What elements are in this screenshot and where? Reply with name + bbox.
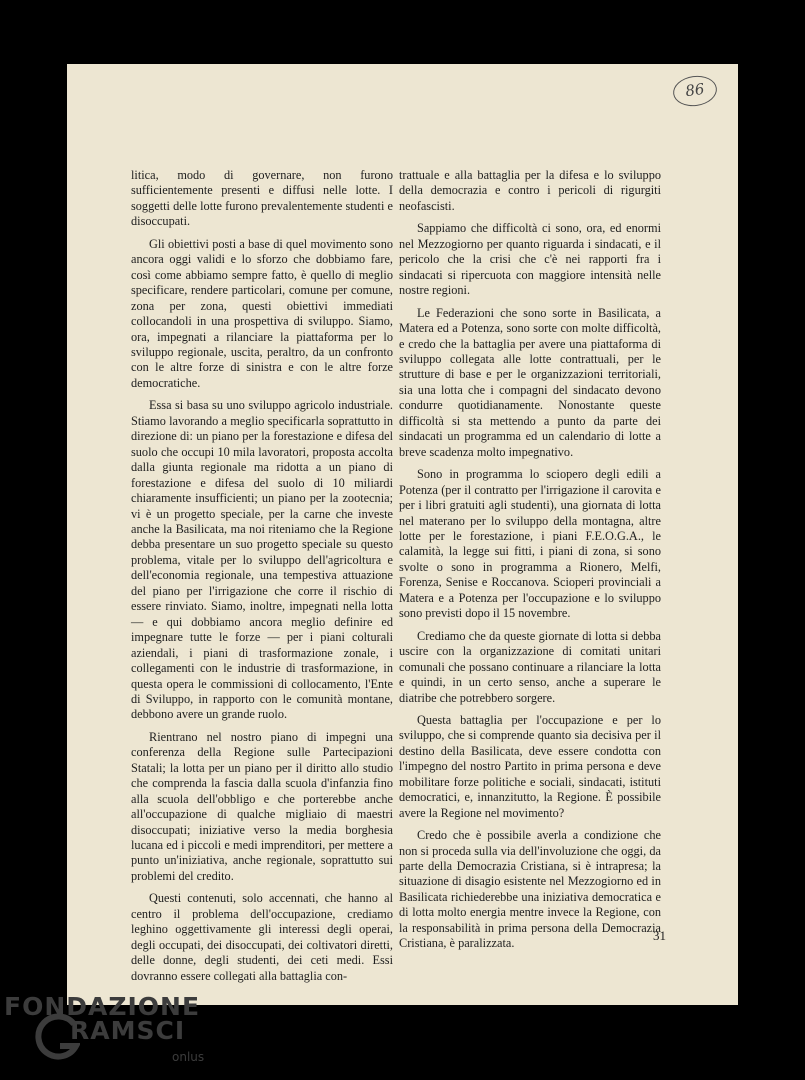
paragraph: Crediamo che da queste giornate di lotta si debba uscire con la organizzazione di comitati unitari comunali che possano continuare a rilanciare la lotta e quindi, in un certo senso, anche a superare le diatribe che potrebbero sorgere. [399,628,661,705]
paragraph: Essa si basa su uno sviluppo agricolo industriale. Stiamo lavorando a meglio specificarla soprattutto in direzione di: un piano per la forestazione e difesa del suolo che occupi 10 mila lavoratori, proposta accolta dalla giunta regionale ma ridotta a un piano di forestazione e difesa del suolo di 10 miliardi chiaramente insufficienti; un piano per la zootecnia; vi è un progetto speciale, per la carne che investe anche la Basilicata, ma noi riteniamo che la Regione debba presentare un suo progetto speciale su questo problema, vitale per lo sviluppo dell'agricoltura e dell'economia regionale, una tempestiva attuazione del piano per l'irrigazione che corre il rischio di essere rinviato. Siamo, inoltre, impegnati nella lotta — e qui dobbiamo ancora meglio definire ed impegnare tutte le forze — per i piani colturali aziendali, i piani di trasformazione zonale, i collegamenti con le industrie di trasformazione, in questa opera le commissioni di collocamento, l'Ente di Sviluppo, in rapporto con le comunità montane, debbono avere un grande ruolo. [131,398,393,722]
paragraph: Sono in programma lo sciopero degli edili a Potenza (per il contratto per l'irrigazione il carovita e per i libri gratuiti agli studenti), una giornata di lotta nel materano per lo sviluppo della montagna, altre lotte per le forestazione, i piani F.E.O.G.A., le calamità, la legge sui fitti, i piani di zona, si sono svolte o sono in programma a Rionero, Melfi, Forenza, Senise e Roccanova. Scioperi provinciali a Matera e a Potenza per l'occupazione e lo sviluppo sono previsti dopo il 15 novembre. [399,467,661,621]
paragraph: Le Federazioni che sono sorte in Basilicata, a Matera ed a Potenza, sono sorte con molte difficoltà, e credo che la battaglia per avere una piattaforma di sviluppo collegata alle lotte contrattuali, per le strutture di base e per le organizzazioni territoriali, sia una lotta che i compagni del sindacato devono condurre quotidianamente. Nonostante queste difficoltà si sta mettendo a punto da parte dei sindacati un programma ed un calendario di lotte a breve scadenza molto impegnativo. [399,305,661,459]
paragraph: trattuale e alla battaglia per la difesa e lo sviluppo della democrazia e contro i pericoli di rigurgiti neofascisti. [399,168,661,213]
right-column [399,168,661,959]
handwritten-annotation: 86 [671,73,719,109]
document-page [67,64,738,1005]
watermark-line3: onlus [172,1050,205,1064]
paragraph: litica, modo di governare, non furono sufficientemente presenti e diffusi nelle lotte. I soggetti delle lotte furono prevalentemente studenti e disoccupati. [131,168,393,229]
left-column [131,168,393,991]
paragraph: Questi contenuti, solo accennati, che hanno al centro il problema dell'occupazione, crediamo leghino oggettivamente gli interessi degli operai, degli occupati, dei disoccupati, dei coltivatori diretti, delle donne, degli studenti, dei ceti medi. Essi dovranno essere collegati alla battaglia con- [131,891,393,983]
watermark-line2: RAMSCI [70,1016,186,1045]
watermark-line1: FONDAZIONE [4,992,201,1021]
paragraph: Questa battaglia per l'occupazione e per lo sviluppo, che si comprende quanto sia decisiva per il destino della Basilicata, deve essere condotta con l'impegno del nostro Partito in prima persona e deve mobilitare forze politiche e sociali, sindacati, istituti democratici, e, innanzitutto, la Regione. È possibile avere la Regione nel movimento? [399,712,661,820]
page-number: 31 [653,928,666,943]
paragraph: Credo che è possibile averla a condizione che non si proceda sulla via dell'involuzione che oggi, da parte della Democrazia Cristiana, si è intrapresa; la situazione di disagio esistente nel Mezzogiorno ed in Basilicata richiederebbe una iniziativa democratica e di lotta molto energia mentre invece la Regione, con la responsabilità in prima persona della Democrazia Cristiana, è paralizzata. [399,828,661,951]
paragraph: Rientrano nel nostro piano di impegni una conferenza della Regione sulle Partecipazioni Statali; la lotta per un piano per il diritto allo studio che comprenda la fascia dalla scuola d'infanzia fino alla scuola dell'obbligo e che porterebbe anche all'occupazione di qualche migliaio di maestri disoccupati; iniziative verso la media borghesia lucana ed i piccoli e medi imprenditori, per mettere a punto un'iniziativa, anche regionale, soprattutto sui problemi del credito. [131,729,393,883]
paragraph: Sappiamo che difficoltà ci sono, ora, ed enormi nel Mezzogiorno per quanto riguarda i sindacati, e il pericolo che la crisi che c'è nei rapporti fra i sindacati si ripercuota con maggiore intensità nelle nostre regioni. [399,221,661,298]
watermark-logo [4,992,204,1072]
paragraph: Gli obiettivi posti a base di quel movimento sono ancora oggi validi e lo sforzo che dobbiamo fare, così come abbiamo sempre fatto, è quello di meglio specificare, rendere particolari, comune per comune, zona per zona, questi obiettivi immediati collocandoli in una prospettiva di sviluppo. Siamo, ora, impegnati a rilanciare la piattaforma per lo sviluppo regionale, uscita, peraltro, da un confronto con le altre forze di sinistra e con le altre forze democratiche. [131,236,393,390]
